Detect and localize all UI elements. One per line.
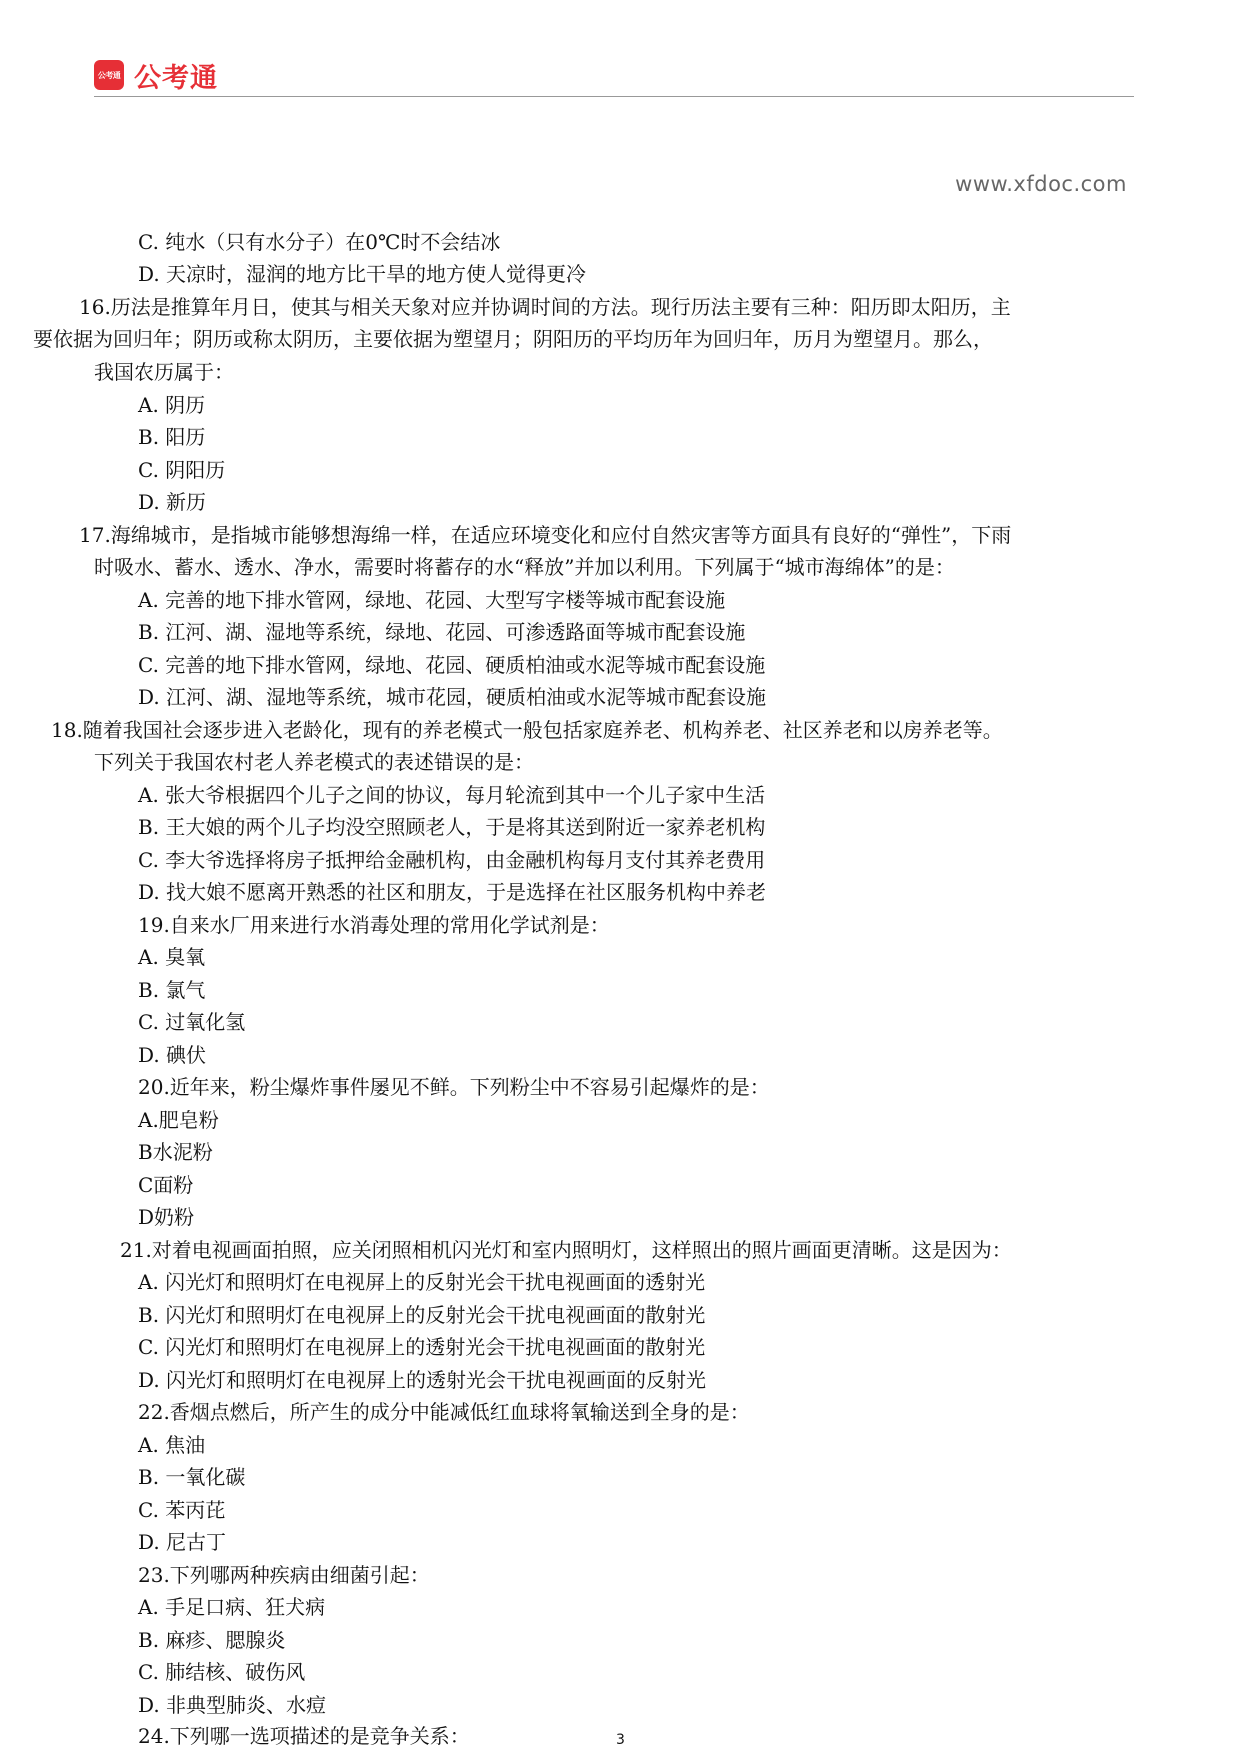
text-line: 下列关于我国农村老人养老模式的表述错误的是：	[94, 750, 534, 774]
option-a: A. 焦油	[138, 1433, 206, 1457]
question-16-stem: 16.历法是推算年月日，使其与相关天象对应并协调时间的方法。现行历法主要有三种：阳历即太阳历，主	[79, 295, 1011, 319]
option-a: A. 闪光灯和照明灯在电视屏上的反射光会干扰电视画面的透射光	[138, 1270, 706, 1294]
option-d: D. 碘伏	[138, 1043, 207, 1067]
option-c: C. 阴阳历	[138, 458, 226, 482]
option-d: D奶粉	[138, 1205, 195, 1229]
option-d: D. 闪光灯和照明灯在电视屏上的透射光会干扰电视画面的反射光	[138, 1368, 707, 1392]
option-c: C. 过氧化氢	[138, 1010, 246, 1034]
option-c: C. 肺结核、破伤风	[138, 1660, 306, 1684]
option-a: A. 手足口病、狂犬病	[138, 1595, 326, 1619]
page-number: 3	[616, 1732, 625, 1748]
question-24-stem: 24.下列哪一选项描述的是竞争关系：	[138, 1724, 470, 1748]
option-a: A. 张大爷根据四个儿子之间的协议，每月轮流到其中一个儿子家中生活	[138, 783, 766, 807]
question-21-stem: 21.对着电视画面拍照，应关闭照相机闪光灯和室内照明灯，这样照出的照片画面更清晰。这是因为：	[120, 1238, 1012, 1262]
question-20-stem: 20.近年来，粉尘爆炸事件屡见不鲜。下列粉尘中不容易引起爆炸的是：	[138, 1075, 770, 1099]
option-b: B. 一氧化碳	[138, 1465, 246, 1489]
question-23-stem: 23.下列哪两种疾病由细菌引起：	[138, 1563, 430, 1587]
logo-text: 公考通	[134, 63, 218, 94]
option-c: C面粉	[138, 1173, 194, 1197]
option-b: B. 闪光灯和照明灯在电视屏上的反射光会干扰电视画面的散射光	[138, 1303, 706, 1327]
text-line: 要依据为回归年；阴历或称太阴历，主要依据为塑望月；阴阳历的平均历年为回归年，历月为塑望月。那么，	[33, 327, 993, 351]
option-b: B. 阳历	[138, 425, 206, 449]
option-b: B. 江河、湖、湿地等系统，绿地、花园、可渗透路面等城市配套设施	[138, 620, 746, 644]
option-a: A. 阴历	[138, 393, 206, 417]
text-line: 我国农历属于：	[94, 360, 234, 384]
option-a: A.肥皂粉	[138, 1108, 219, 1132]
option-c: C. 闪光灯和照明灯在电视屏上的透射光会干扰电视画面的散射光	[138, 1335, 706, 1359]
text-line: C. 纯水（只有水分子）在0℃时不会结冰	[138, 230, 501, 254]
option-d: D. 江河、湖、湿地等系统，城市花园，硬质柏油或水泥等城市配套设施	[138, 685, 767, 709]
text-line: 时吸水、蓄水、透水、净水，需要时将蓄存的水“释放”并加以利用。下列属于“城市海绵体”的是：	[94, 555, 955, 579]
option-d: D. 找大娘不愿离开熟悉的社区和朋友，于是选择在社区服务机构中养老	[138, 880, 767, 904]
question-19-stem: 19.自来水厂用来进行水消毒处理的常用化学试剂是：	[138, 913, 610, 937]
option-a: A. 臭氧	[138, 945, 206, 969]
option-d: D. 尼古丁	[138, 1530, 227, 1554]
option-c: C. 完善的地下排水管网，绿地、花园、硬质柏油或水泥等城市配套设施	[138, 653, 766, 677]
option-d: D. 非典型肺炎、水痘	[138, 1693, 327, 1717]
site-url: www.xfdoc.com	[955, 172, 1127, 196]
option-b: B. 麻疹、腮腺炎	[138, 1628, 286, 1652]
option-c: C. 李大爷选择将房子抵押给金融机构，由金融机构每月支付其养老费用	[138, 848, 766, 872]
question-18-stem: 18.随着我国社会逐步进入老龄化，现有的养老模式一般包括家庭养老、机构养老、社区养老和以房养老等。	[51, 718, 1003, 742]
option-a: A. 完善的地下排水管网，绿地、花园、大型写字楼等城市配套设施	[138, 588, 726, 612]
question-17-stem: 17.海绵城市，是指城市能够想海绵一样，在适应环境变化和应付自然灾害等方面具有良好的“弹性”，下雨	[79, 523, 1012, 547]
text-line: D. 天凉时，湿润的地方比干旱的地方使人觉得更冷	[138, 262, 587, 286]
option-b: B. 王大娘的两个儿子均没空照顾老人，于是将其送到附近一家养老机构	[138, 815, 766, 839]
question-22-stem: 22.香烟点燃后，所产生的成分中能减低红血球将氧输送到全身的是：	[138, 1400, 750, 1424]
option-c: C. 苯丙芘	[138, 1498, 226, 1522]
logo-icon: 公考通	[94, 60, 124, 90]
option-d: D. 新历	[138, 490, 207, 514]
option-b: B. 氯气	[138, 978, 206, 1002]
option-b: B水泥粉	[138, 1140, 213, 1164]
